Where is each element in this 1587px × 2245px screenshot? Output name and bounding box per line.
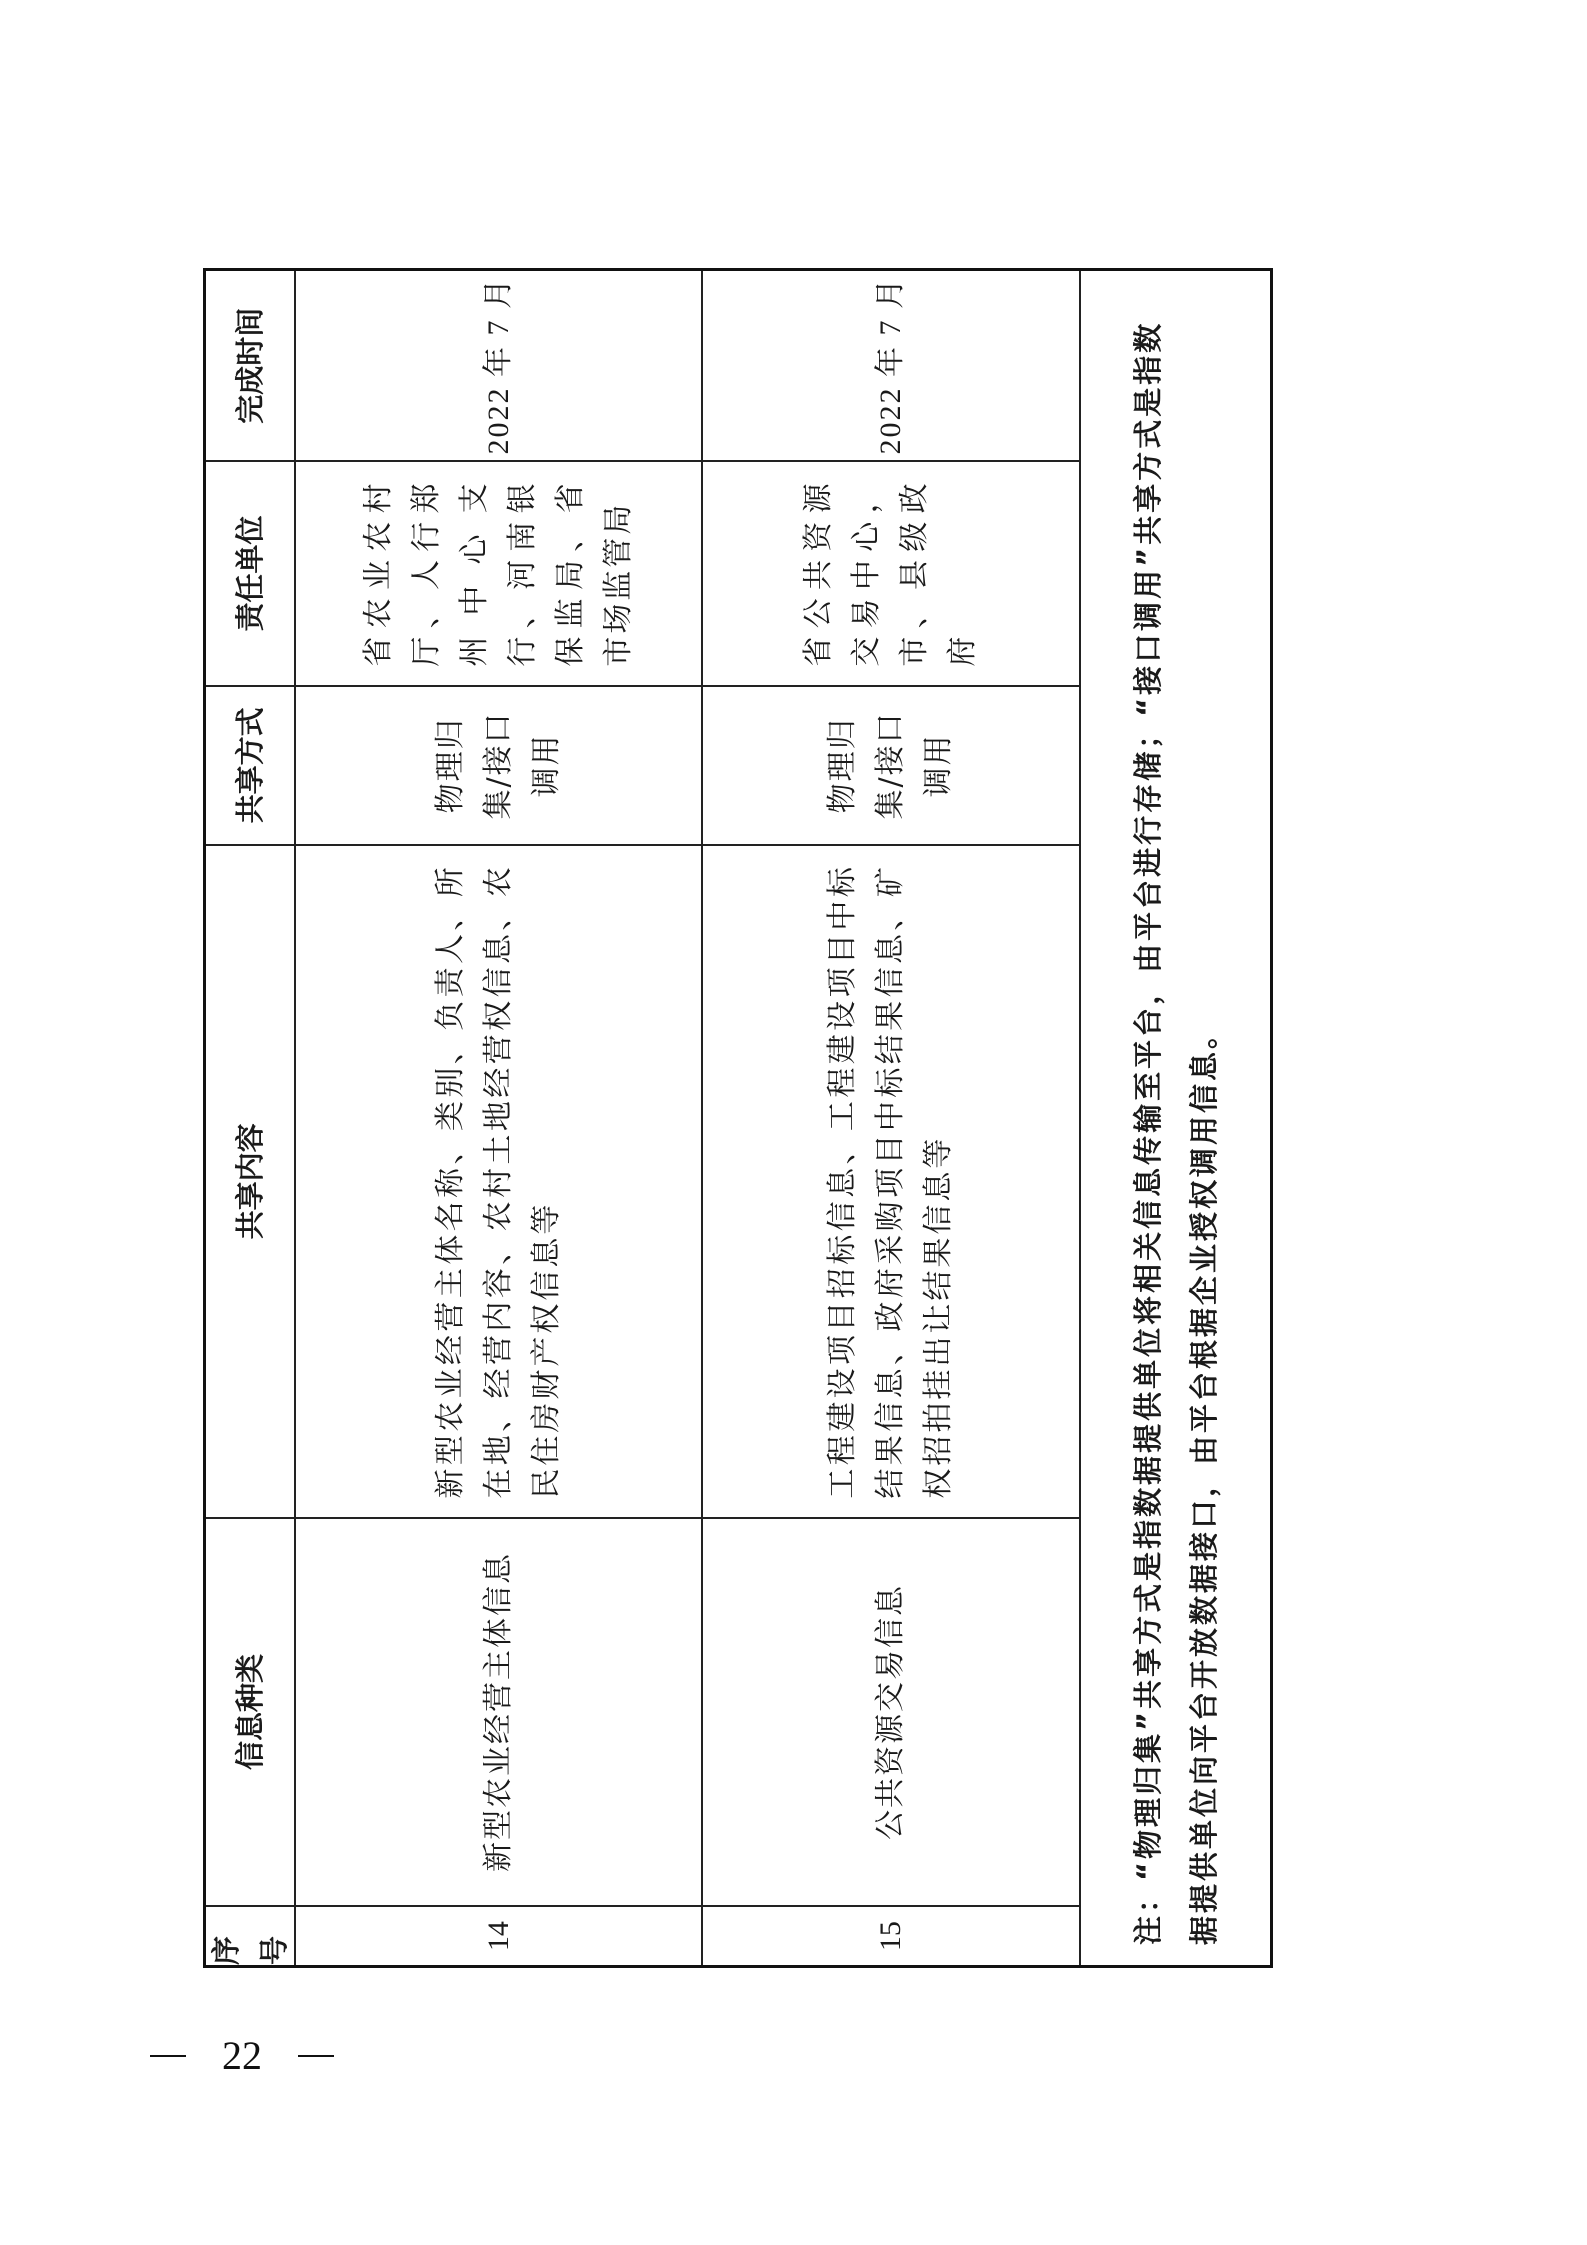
header-seq: 序号 — [206, 1905, 294, 1965]
header-time: 完成时间 — [233, 307, 267, 424]
row-unit: 省公共资源交易中心，市、县级政府 — [703, 460, 1079, 684]
header-content: 共享内容 — [206, 844, 294, 1516]
table-header-row — [206, 271, 296, 1965]
header-info-type: 信息种类 — [206, 1517, 294, 1906]
row-seq: 15 — [703, 1905, 1079, 1965]
header-unit: 责任单位 — [206, 460, 294, 684]
page-number-dash-right — [298, 2055, 334, 2057]
page-number — [150, 2032, 334, 2079]
row-time: 2022 年 7 月 — [481, 276, 515, 455]
page-number-value: 22 — [222, 2033, 262, 2078]
row-time: 2022 年 7 月 — [874, 276, 908, 455]
rotated-table-wrapper — [203, 268, 1273, 1968]
page-number-dash-left — [150, 2055, 186, 2057]
data-sharing-table — [203, 268, 1273, 1968]
row-method: 物理归集/接口调用 — [703, 685, 1079, 845]
row-content: 新型农业经营主体名称、类别、负责人、所在地、经营内容、农村土地经营权信息、农民住房财产权信息等 — [296, 844, 701, 1516]
row-seq: 14 — [296, 1905, 701, 1965]
table-row — [296, 271, 703, 1965]
header-method: 共享方式 — [206, 685, 294, 845]
row-info-type: 新型农业经营主体信息 — [296, 1517, 701, 1906]
row-content: 工程建设项目招标信息、工程建设项目中标结果信息、政府采购项目中标结果信息、矿权招拍挂出让结果信息等 — [703, 844, 1079, 1516]
table-row — [703, 271, 1081, 1965]
row-info-type: 公共资源交易信息 — [703, 1517, 1079, 1906]
table-note: 注：“物理归集”共享方式是指数据提供单位将相关信息传输至平台，由平台进行存储；“接口调用”共享方式是指数据提供单位向平台开放数据接口，由平台根据企业授权调用信息。 — [1130, 320, 1221, 1945]
row-unit: 省农业农村厅、人行郑州中心支行、河南银保监局、省市场监管局 — [296, 460, 701, 684]
table-note-row — [1081, 271, 1270, 1965]
row-method: 物理归集/接口调用 — [296, 685, 701, 845]
